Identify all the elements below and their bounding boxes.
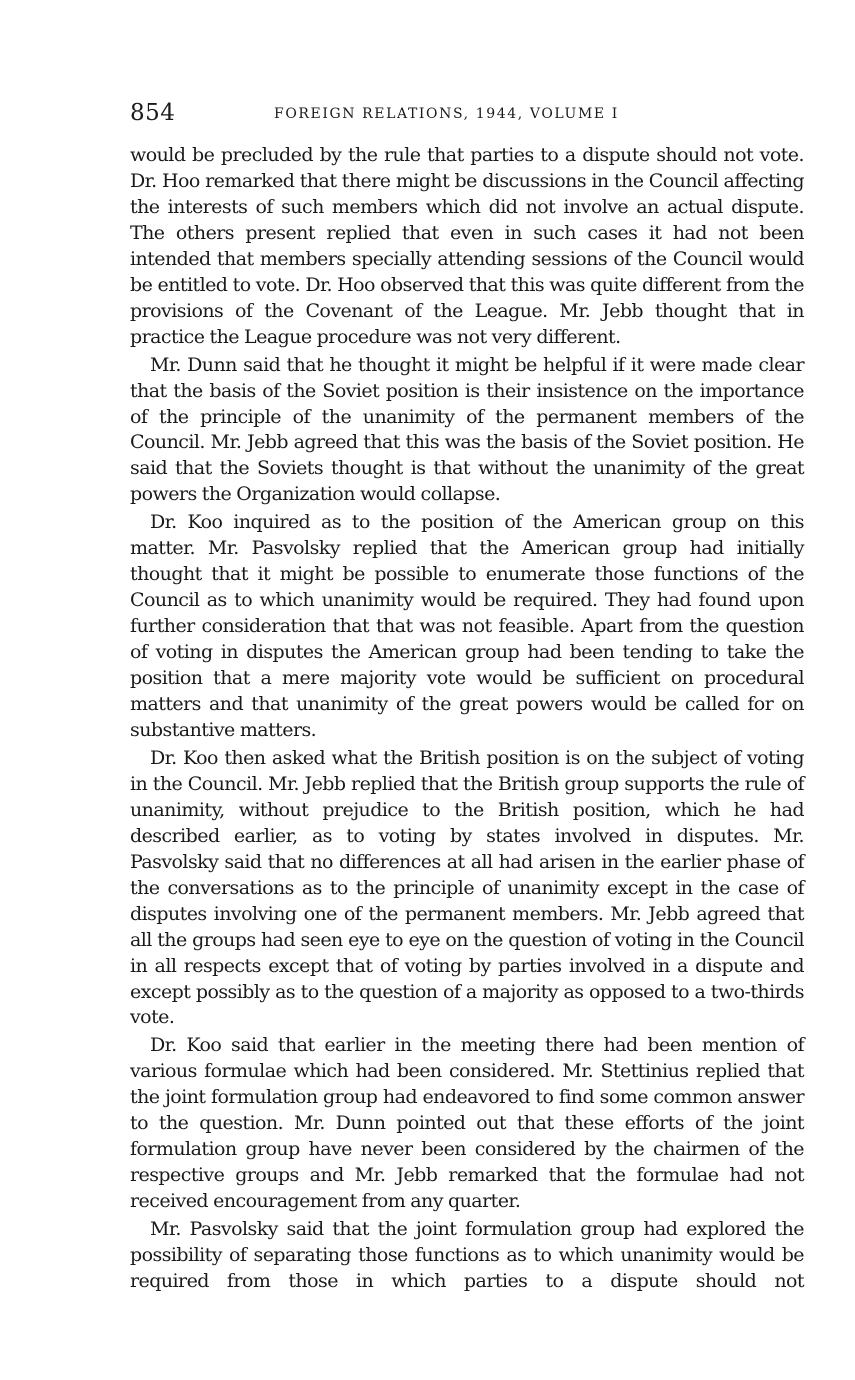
page-number: 854 xyxy=(130,100,176,126)
document-page xyxy=(130,96,804,1297)
paragraph-continued: would be precluded by the rule that parties to a dispute should not vote. Dr. Hoo remarked that there might be discussions in the Council affecting the interests of such members which did not involve an actual dispute. The others present replied that even in such cases it had not been intended that members specially attending sessions of the Council would be entitled to vote. Dr. Hoo observed that this was quite different from the provisions of the Covenant of the League. Mr. Jebb thought that in practice the League procedure was not very different. xyxy=(130,144,804,348)
body-text xyxy=(130,143,804,1295)
running-head: FOREIGN RELATIONS, 1944, VOLUME I xyxy=(274,106,619,122)
paragraph-dunn-soviet-position: Mr. Dunn said that he thought it might be helpful if it were made clear that the basis of the Soviet position is their insistence on the importance of the principle of the unanimity of the permanent members of the Council. Mr. Jebb agreed that this was the basis of the Soviet position. He said that the Soviets thought is that without the unanimity of the great powers the Organization would collapse. xyxy=(130,353,804,506)
paragraph-formulae: Dr. Koo said that earlier in the meeting there had been mention of various formulae which had been considered. Mr. Stettinius replied that the joint formulation group had endeavored to find some common answer to the question. Mr. Dunn pointed out that these efforts of the joint formulation group have never been considered by the chairmen of the respective groups and Mr. Jebb remarked that the formulae had not received encouragement from any quarter. xyxy=(130,1034,804,1213)
paragraph-koo-american-position: Dr. Koo inquired as to the position of the American group on this matter. Mr. Pasvolsky replied that the American group had initially thought that it might be possible to enumerate those functions of the Council as to which unanimity would be required. They had found upon further consideration that that was not feasible. Apart from the question of voting in disputes the American group had been tending to take the position that a mere majority vote would be sufficient on procedural matters and that unanimity of the great powers would be called for on substantive matters. xyxy=(130,511,804,741)
page-header xyxy=(130,96,804,136)
paragraph-koo-british-position: Dr. Koo then asked what the British position is on the subject of voting in the Council. Mr. Jebb replied that the British group supports the rule of unanimity, without prejudice to the British position, which he had described earlier, as to voting by states involved in disputes. Mr. Pasvolsky said that no differences at all had arisen in the earlier phase of the conversations as to the principle of unanimity except in the case of disputes involving one of the permanent members. Mr. Jebb agreed that all the groups had seen eye to eye on the question of voting in the Council in all respects except that of voting by parties involved in a dispute and except possibly as to the question of a majority as opposed to a two-thirds vote. xyxy=(130,746,804,1029)
paragraph-pasvolsky-functions: Mr. Pasvolsky said that the joint formulation group had explored the possibility of separating those functions as to which unanimity would be required from those in which parties to a dispute should not xyxy=(130,1218,804,1292)
